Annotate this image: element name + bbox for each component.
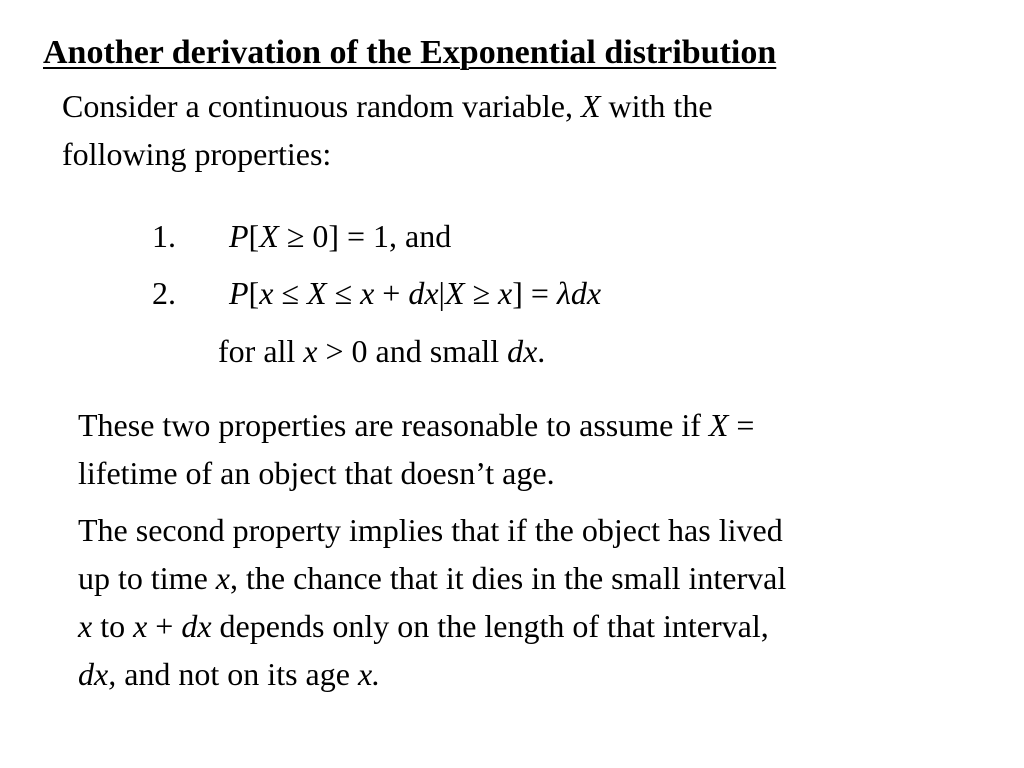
formula-text: [: [248, 275, 260, 311]
variable-x: x: [215, 560, 230, 596]
variable-x: x: [360, 275, 375, 311]
prob-P: P: [229, 218, 249, 254]
intro-text: Consider a continuous random variable,: [62, 88, 581, 124]
formula-text: |: [438, 275, 445, 311]
variable-x: x: [259, 275, 274, 311]
property-1-formula: [229, 219, 451, 254]
condition-text: > 0 and small: [317, 333, 508, 369]
formula-text: ≥: [464, 275, 499, 311]
formula-text: +: [374, 275, 409, 311]
paragraph-text: +: [147, 608, 182, 644]
paragraph-text: depends only on the length of that interval,: [211, 608, 769, 644]
paragraph-text: and not on its age: [116, 656, 358, 692]
variable-X: X: [306, 275, 327, 311]
variable-dx: dx,: [78, 656, 117, 692]
slide-title: Another derivation of the Exponential distribution: [43, 34, 777, 71]
variable-dx: dx: [507, 333, 538, 369]
variable-x: x.: [357, 656, 381, 692]
variable-x: x: [303, 333, 318, 369]
intro-text: with the: [600, 88, 713, 124]
variable-X: X: [580, 88, 601, 124]
paragraph-2-line-1: The second property implies that if the object has lived: [78, 512, 783, 548]
property-2-formula: [229, 276, 601, 311]
variable-X: X: [444, 275, 465, 311]
variable-x: x: [78, 608, 93, 644]
variable-x: x: [498, 275, 513, 311]
formula-text: ≤: [326, 275, 361, 311]
property-1-number: 1.: [152, 218, 176, 254]
prob-P: P: [229, 275, 249, 311]
paragraph-1-line-2: lifetime of an object that doesn’t age.: [78, 455, 555, 491]
paragraph-2-line-4: [78, 657, 380, 692]
intro-line-1: [62, 89, 713, 124]
variable-dx: dx: [181, 608, 212, 644]
intro-line-2: following properties:: [62, 136, 332, 172]
paragraph-1-line-1: [78, 408, 754, 443]
paragraph-2-line-3: [78, 609, 769, 644]
paragraph-text: up to time: [78, 560, 216, 596]
condition-text: for all: [218, 333, 304, 369]
paragraph-2-line-2: [78, 561, 786, 596]
variable-X: X: [259, 218, 279, 254]
condition-text: .: [537, 333, 546, 369]
condition-line: [218, 334, 545, 369]
paragraph-text: , the chance that it dies in the small interval: [229, 560, 787, 596]
paragraph-text: These two properties are reasonable to assume if: [78, 407, 709, 443]
formula-text: ≤: [273, 275, 307, 311]
variable-dx: dx: [408, 275, 439, 311]
symbol-lambda: λ: [556, 275, 571, 311]
property-2-number: 2.: [152, 275, 176, 311]
formula-text: ] =: [512, 275, 557, 311]
variable-dx: dx: [570, 275, 602, 311]
paragraph-text: =: [728, 407, 755, 443]
variable-X: X: [708, 407, 729, 443]
paragraph-text: to: [92, 608, 134, 644]
variable-x: x: [133, 608, 148, 644]
formula-text: [: [248, 218, 260, 254]
formula-text: ≥ 0] = 1, and: [278, 218, 452, 254]
